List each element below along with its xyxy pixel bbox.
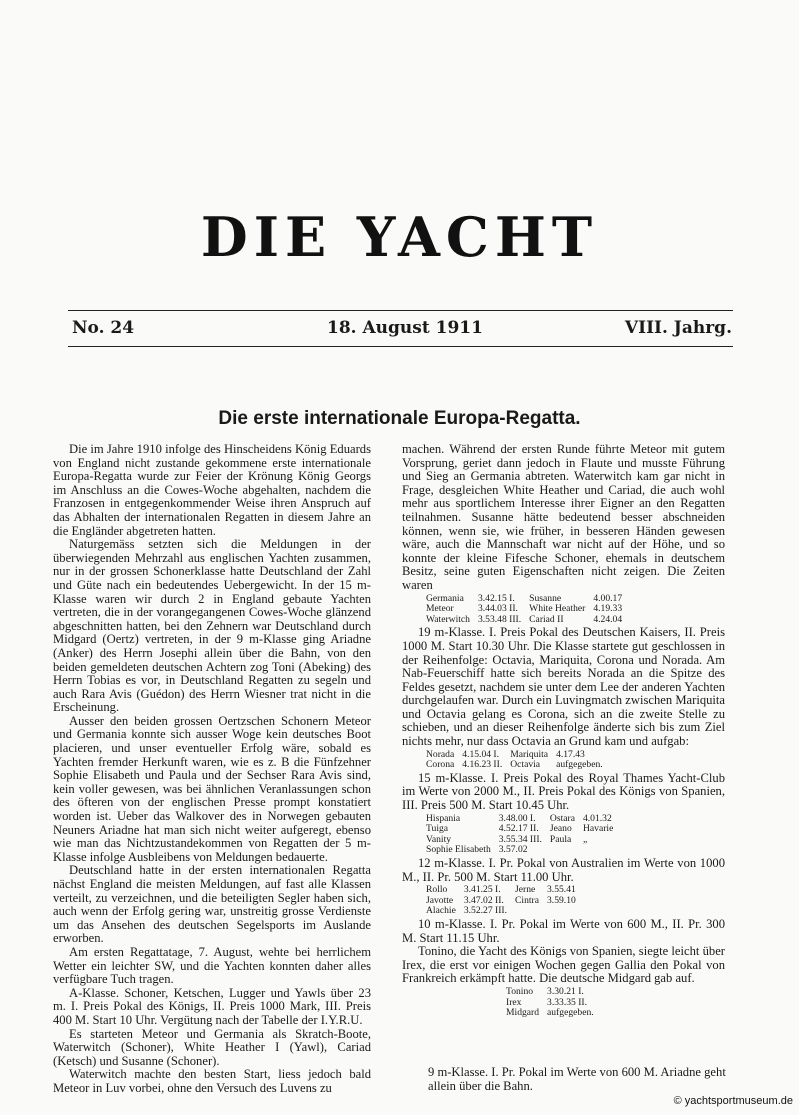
paragraph: 12 m-Klasse. I. Pr. Pokal von Australien im Werte von 1000 M., II. Pr. 500 M. Start 11.00 Uhr.: [402, 856, 725, 884]
paragraph: Ausser den beiden grossen Oertzschen Schonern Meteor und Germania konnte sich ausser Woge kein deutsches Boot placieren, und unser eventueller Erfolg wäre, sobald es Yachten fremder Herkunft waren, wie es z. B die Fünfzehner Sophie Elisabeth und Paula und der Sechser Rara Avis sind, kein voller gewesen, was bei ähnlichen Veranlassungen schon des öfteren von der englischen Presse prompt konstatiert worden ist. Ueber das Walkover des in Norwegen gebauten Neuners Ariadne hat man sich nicht weiter aufgeregt, ebenso wie man das Nichtzustandekommen von Regatten der 5 m-Klasse infolge Ausbleibens von Meldungen bedauerte.: [53, 713, 371, 864]
paragraph: Naturgemäss setzten sich die Meldungen in der überwiegenden Mehrzahl aus englischen Yachten zusammen, nur in der grossen Schonerklasse hatte Deutschland der Zahl und Güte nach ein bedeutendes Uebergewicht. In der 15 m-Klasse waren wir durch 2 in England gebaute Yachten vertreten, die in der vorangegangenen Cowes-Woche glänzend abgeschnitten hatten, bei den Zehnern war Deutschland durch Midgard (Oertz) vertreten, in der 9 m-Klasse ging Ariadne (Anker) des Herrn Josephi allein über die Bahn, von den beiden gemeldeten deutschen Achtern zog Toni (Abeking) des Herrn Tobias es vor, in Deutschland Regatten zu segeln und auch Rara Avis (Guédon) des Herrn Wiesner trat nicht in die Erscheinung.: [53, 537, 371, 715]
paragraph: 10 m-Klasse. I. Pr. Pokal im Werte von 600 M., II. Pr. 300 M. Start 11.15 Uhr.: [402, 916, 725, 945]
issue-date: 18. August 1911: [327, 318, 483, 338]
paragraph: Tonino, die Yacht des Königs von Spanien, siegte leicht über Irex, die erst vor einigen Wochen gegen Gallia den Pokal von Frankreich erkämpft hatte. Die deutsche Midgard gab auf.: [402, 944, 725, 986]
table-row: Germania 3.42.15 I. Susanne 4.00.17: [426, 592, 623, 604]
top-rule: [68, 310, 733, 311]
table-row: Waterwitch 3.53.48 III. Cariad II 4.24.04: [426, 613, 623, 625]
paragraph: Waterwitch machte den besten Start, liess jedoch bald Meteor in Luv vorbei, ohne den Versuch des Luvens zu: [53, 1067, 371, 1095]
table-row: Alachie 3.52.27 III.: [426, 905, 508, 917]
table-row: Meteor 3.44.03 II. White Heather 4.19.33: [426, 603, 623, 615]
issue-volume: VIII. Jahrg.: [624, 318, 732, 338]
paragraph: machen. Während der ersten Runde führte Meteor mit gutem Vorsprung, geriet dann jedoch in Flaute und musste Führung und Sieg an Germania abtreten. Waterwitch kam gar nicht in Frage, desgleichen White Heather und Cariad, die auch wohl mehr aus sportlichem Interesse ihrer Eigner an den Regatten teilnahmen. Susanne hätte bedeutend besser abschneiden können, wenn sie, wie früher, in besseren Händen gewesen wäre, auch die Mannschaft war nicht auf der Höhe, und so konnte der kleine Fifesche Schoner, ehemals in deutschem Besitz, seine guten Eigenschaften nicht zeigen. Die Zeiten waren: [402, 442, 725, 592]
paragraph: Am ersten Regattatage, 7. August, wehte bei herrlichem Wetter ein leichter SW, und die Yachten konnten daher alles verfügbare Tuch tragen.: [53, 944, 371, 987]
bottom-rule: [68, 346, 733, 347]
table-row: Midgard aufgegeben.: [506, 1007, 594, 1019]
table-row: Vanity 3.55.34 III. Paula „: [426, 833, 588, 845]
paragraph: Die im Jahre 1910 infolge des Hinscheidens König Eduards von England nicht zustande gekommene erste internationale Europa-Regatta wurde zur Feier der Krönung König Georgs im Anschluss an die Cowes-Woche abgehalten, nachdem die Franzosen in entgegenkommender Weise ihren Anspruch auf das Abhalten der internationalen Regatten in diesem Jahre an die Engländer abgetreten hatten.: [53, 442, 371, 538]
issue-line: [72, 318, 732, 344]
paragraph: 19 m-Klasse. I. Preis Pokal des Deutschen Kaisers, II. Preis 1000 M. Start 10.30 Uhr. Die Klasse startete gut geschlossen in der Reihenfolge: Octavia, Mariquita, Corona und Norada. Am Nab-Feuerschiff hatte sich bereits Norada an die Spitze des Feldes gesetzt, nachdem sie unter dem Lee der anderen Yachten durchgelaufen war. Durch ein Luvingmatch zwischen Mariquita und Octavia gelang es Corona, sich an die zweite Stelle zu schieben, und an dieser Reihenfolge änderte sich bis zum Ziel nichts mehr, nur dass Octavia an Grund kam und aufgab:: [402, 625, 725, 749]
table-row: Tonino 3.30.21 I.: [506, 985, 584, 997]
table-row: Hispania 3.48.00 I. Ostara 4.01.32: [426, 812, 612, 824]
paragraph: 9 m-Klasse. I. Pr. Pokal im Werte von 600 M. Ariadne geht allein über die Bahn.: [428, 1065, 726, 1093]
results-table-a: [426, 594, 630, 626]
copyright-notice: © yachtsportmuseum.de: [673, 1095, 793, 1107]
results-table-12m: [426, 885, 584, 917]
table-row: Corona 4.16.23 II. Octavia aufgegeben.: [426, 759, 603, 771]
results-table-19m: [426, 750, 611, 771]
paragraph: Es starteten Meteor und Germania als Skratch-Boote, Waterwitch (Schoner), White Heather I (Yawl), Cariad (Ketsch) und Susanne (Schoner).: [53, 1026, 371, 1068]
results-table-15m: [426, 814, 621, 856]
left-column: [53, 443, 371, 1096]
table-row: Javotte 3.47.02 II. Cintra 3.59.10: [426, 894, 576, 906]
table-row: Sophie Elisabeth 3.57.02: [426, 844, 528, 856]
results-table-10m: [506, 987, 602, 1019]
issue-number: No. 24: [72, 318, 135, 338]
paragraph: A-Klasse. Schoner, Ketschen, Lugger und Yawls über 23 m. I. Preis Pokal des Königs, II. Preis 1000 Mark, III. Preis 400 M. Start 10 Uhr. Vergütung nach der Tabelle der I.Y.R.U.: [53, 985, 371, 1027]
paragraph: 15 m-Klasse. I. Preis Pokal des Royal Thames Yacht-Club im Werte von 2000 M., II. Preis Pokal des Königs von Spanien, III. Preis 500 M. Start 10.45 Uhr.: [402, 770, 725, 813]
right-column: [402, 443, 725, 1020]
table-row: Norada 4.15.04 I. Mariquita 4.17.43: [426, 748, 585, 760]
tail-paragraph: [428, 1066, 728, 1093]
masthead-title: DIE YACHT: [200, 205, 599, 269]
table-row: Irex 3.33.35 II.: [506, 996, 588, 1008]
article-title: Die erste internationale Europa-Regatta.: [218, 408, 581, 429]
paragraph: Deutschland hatte in der ersten internationalen Regatta nächst England die meisten Meldungen, auf fast alle Klassen verteilt, zu verzeichnen, und die beteiligten Segler haben sich, auch wenn der Erfolg gering war, unstreitig grosse Verdienste um das Ansehen des deutschen Segelsports im Auslande erworben.: [53, 863, 371, 946]
table-row: Rollo 3.41.25 I. Jerne 3.55.41: [426, 884, 576, 896]
table-row: Tuiga 4.52.17 II. Jeano Havarie: [426, 823, 614, 835]
